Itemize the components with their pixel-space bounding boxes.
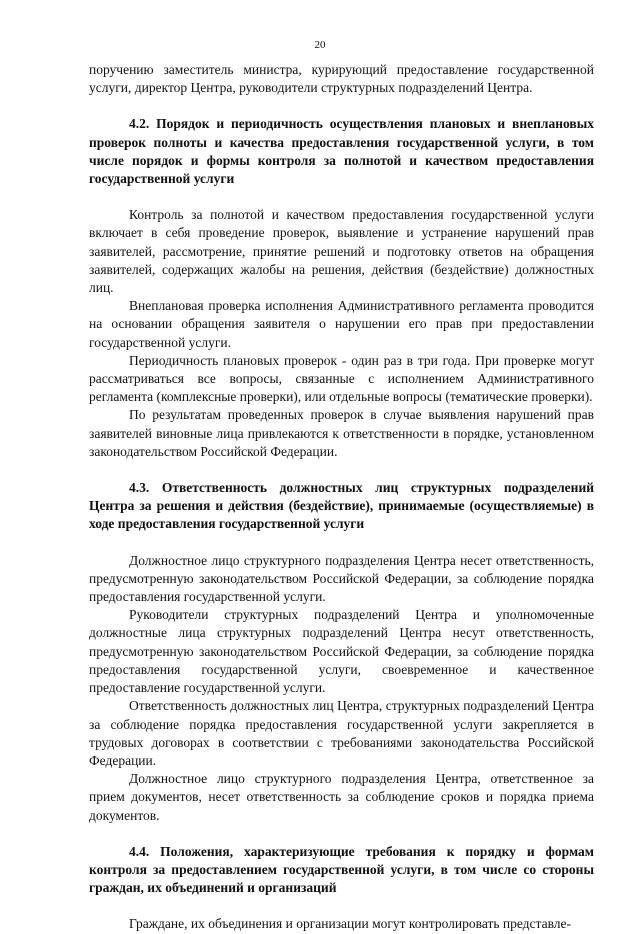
section-4-4-body — [89, 915, 594, 933]
page-number: 20 — [314, 39, 326, 51]
section-4-2-paragraph: Контроль за полнотой и качеством предоставления государственной услуги включает в себя проведение проверок, выявление и устранение нарушений прав заявителей, рассмотрение, принятие решений и подготовку ответов на обращения заявителей, содержащих жалобы на решения, действия (бездействие) должностных лиц. — [89, 207, 594, 296]
section-4-3-paragraph: Ответственность должностных лиц Центра, структурных подразделений Центра за соблюдение порядка предоставления государственной услуги закрепляется в трудовых договорах в соответствии с требованиями законодательства Российской Федерации. — [89, 698, 594, 768]
page-content — [89, 61, 594, 934]
section-4-3-heading: 4.3. Ответственность должностных лиц структурных подразделений Центра за решения и действия (бездействие), принимаемые (осуществляемые) в ходе предоставления государственной услуги — [89, 480, 594, 532]
section-4-2-paragraph: По результатам проведенных проверок в случае выявления нарушений прав заявителей виновные лица привлекаются к ответственности в порядке, установленном законодательством Российской Федерации. — [89, 407, 594, 459]
intro-paragraph: поручению заместитель министра, курирующий предоставление государственной услуги, директор Центра, руководители структурных подразделений Центра. — [89, 62, 594, 96]
section-4-4-heading: 4.4. Положения, характеризующие требования к порядку и формам контроля за предоставлением государственной услуги, в том числе со стороны граждан, их объединений и организаций — [89, 843, 594, 896]
section-4-3-paragraph: Должностное лицо структурного подразделения Центра, ответственное за прием документов, несет ответственность за соблюдение сроков и порядка приема документов. — [89, 771, 594, 823]
section-4-2-paragraph: Периодичность плановых проверок - один раз в три года. При проверке могут рассматриваться все вопросы, связанные с исполнением Административного регламента (комплексные проверки), или отдельные вопросы (тематические проверки). — [89, 352, 594, 405]
section-4-4-paragraph: Граждане, их объединения и организации могут контролировать представле- — [129, 916, 572, 932]
section-4-3-body — [89, 552, 594, 825]
section-4-2-paragraph: Внеплановая проверка исполнения Административного регламента проводится на основании обращения заявителя о нарушении его прав при предоставлении государственной услуги. — [89, 298, 594, 350]
section-4-3-paragraph: Должностное лицо структурного подразделения Центра несет ответственность, предусмотренную законодательством Российской Федерации, за соблюдение порядка предоставления государственной услуги. — [89, 552, 594, 605]
section-4-3-paragraph: Руководители структурных подразделений Центра и уполномоченные должностные лица структурных подразделений Центра несут ответственность, предусмотренную законодательством Российской Федерации, за соблюдение порядка предоставления государственной услуги, своевременное и качественное предоставление государственной услуги. — [89, 607, 594, 696]
section-4-2-body — [89, 206, 594, 461]
section-4-2-heading: 4.2. Порядок и периодичность осуществления плановых и внеплановых проверок полноты и качества предоставления государственной услуги, в том числе порядок и формы контроля за полнотой и качеством предоставления государственной услуги — [89, 116, 594, 187]
